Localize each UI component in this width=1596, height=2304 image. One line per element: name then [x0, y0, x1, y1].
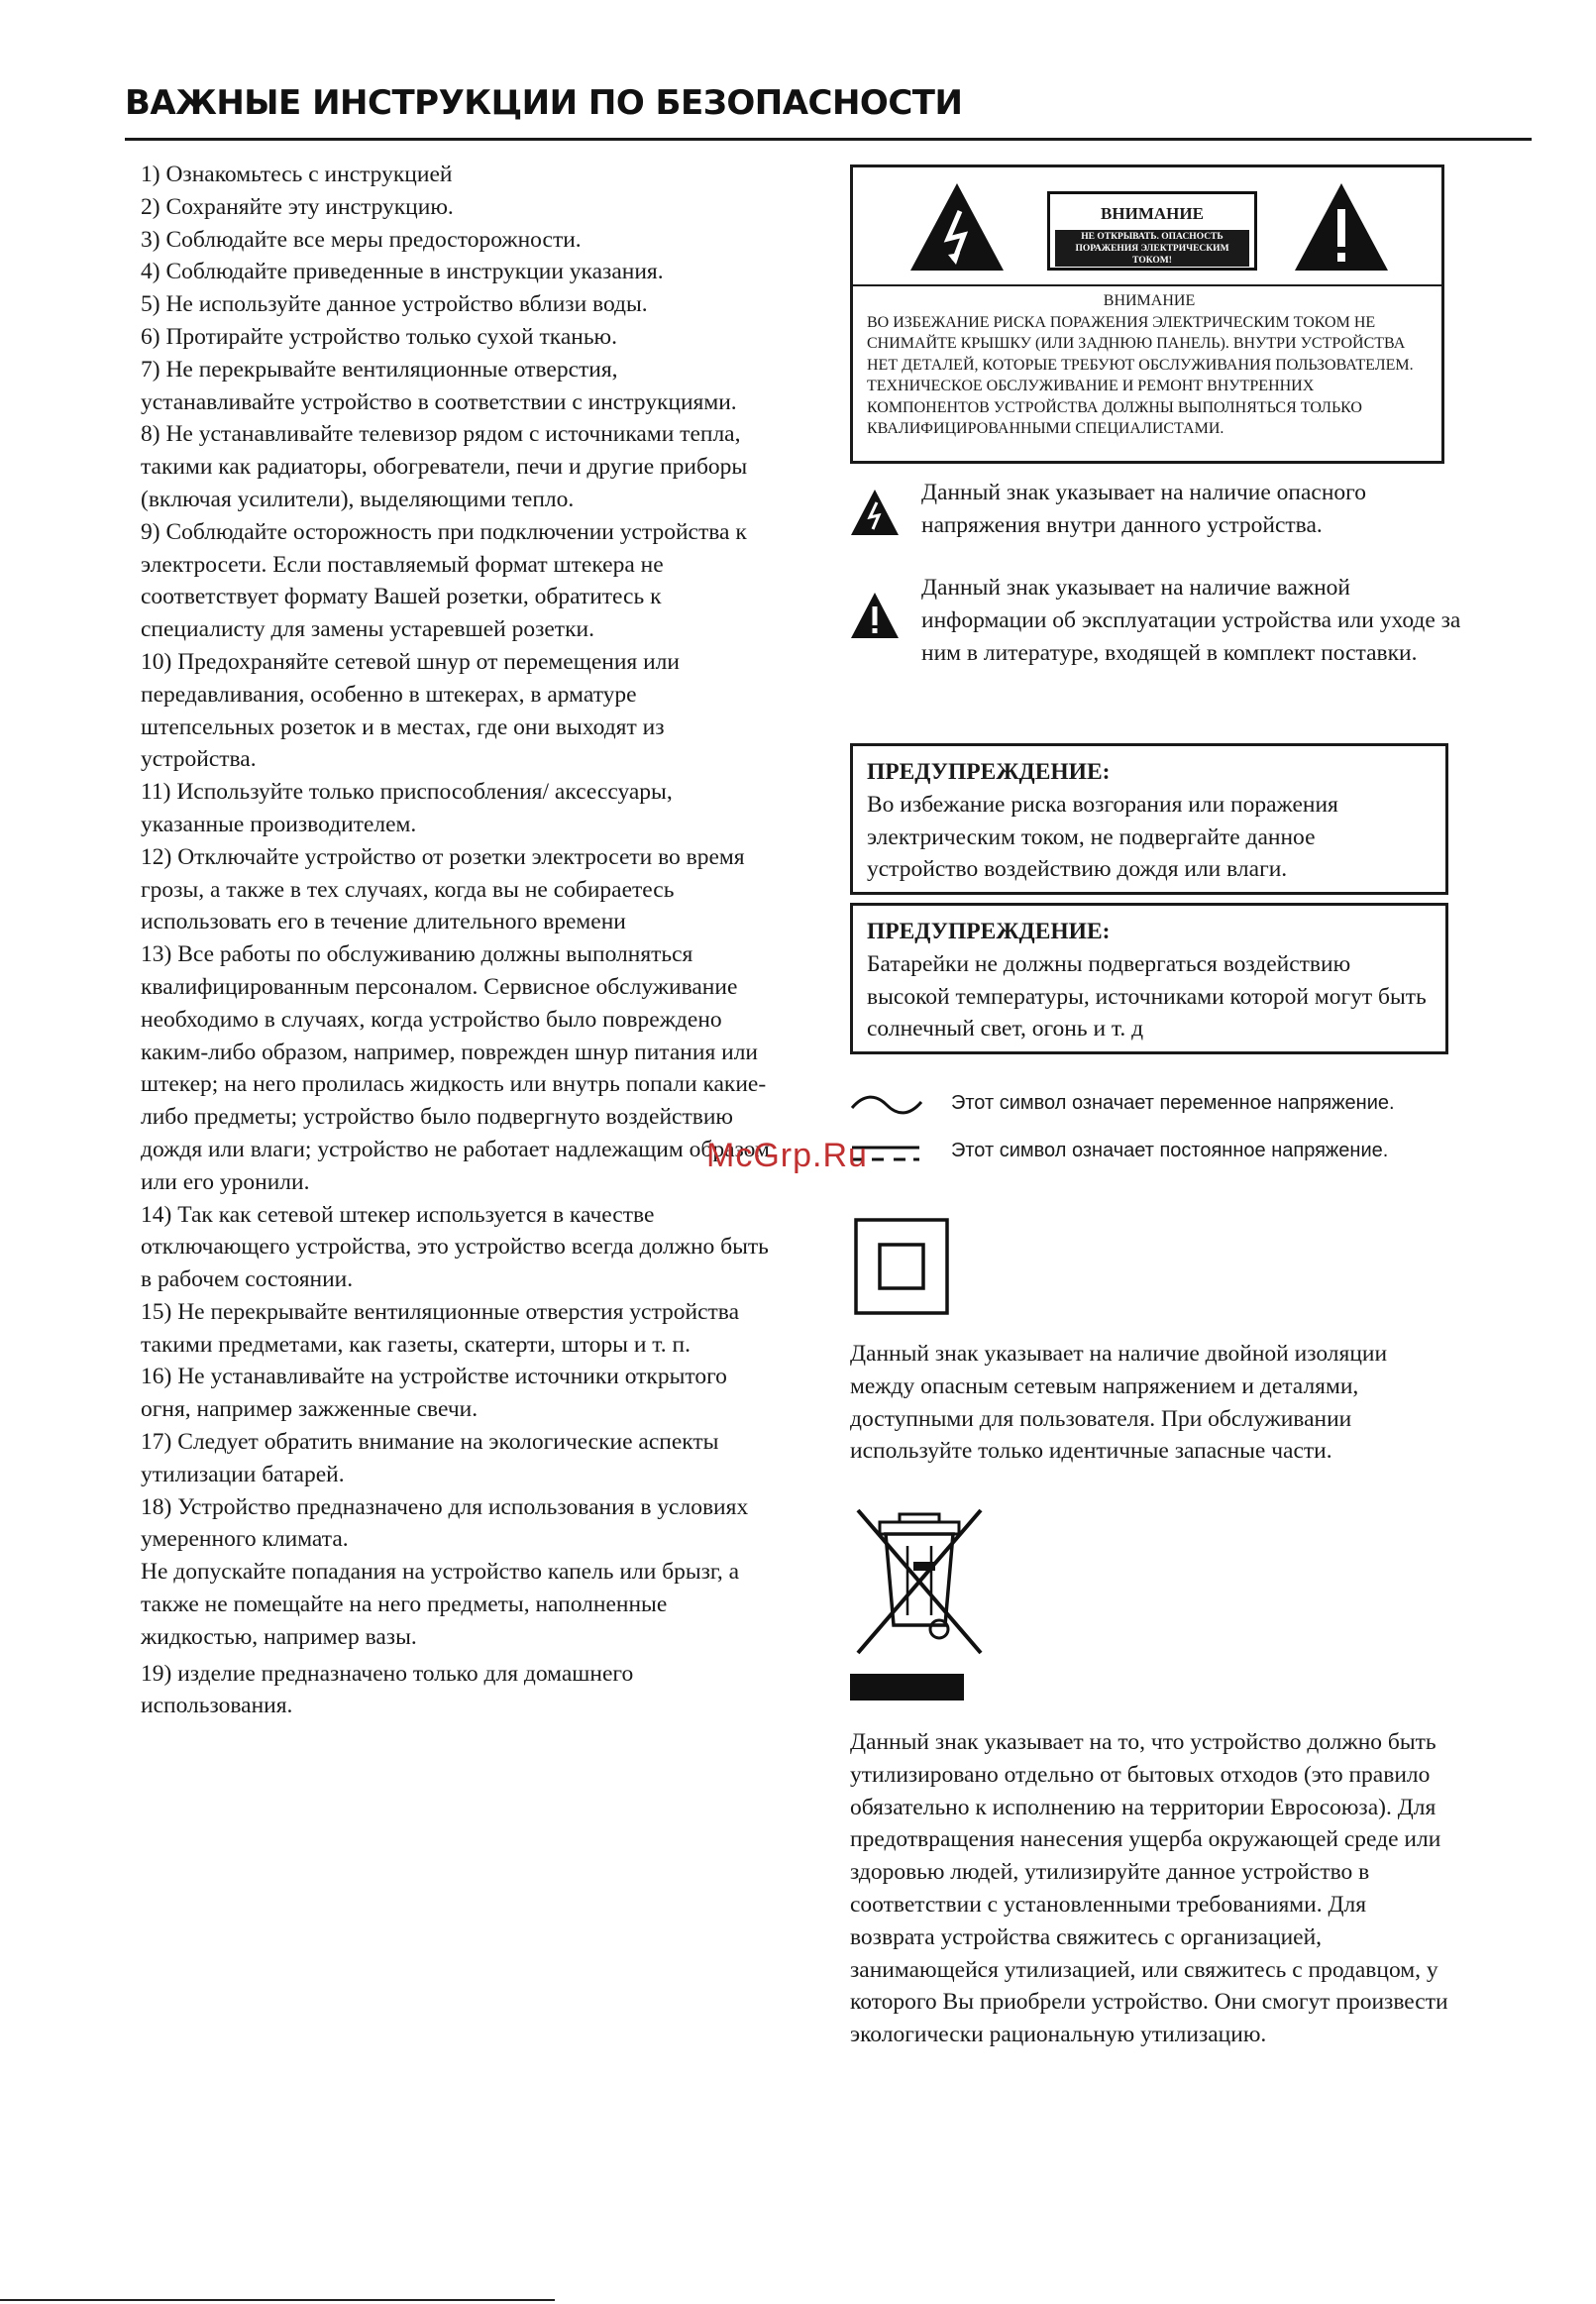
weee-bin-icon [850, 1504, 989, 1659]
ac-symbol-row [850, 1088, 1534, 1124]
ac-wave-icon [850, 1092, 923, 1118]
disposal-text: Данный знак указывает на то, что устройство должно быть утилизировано отдельно от бытовых отходов (это правило обязательно к исполнению на территории Евросоюза). Для предотвращения нанесения ущерба окружающей среде или здоровью людей, утилизируйте данное устройство в соответствии с установленными требованиями. Для возврата устройства свяжитесь с организацией, занимающейся утилизацией, или свяжитесь с продавцом, у которого Вы приобрели устройство. Они смогут произвести экологически рациональную утилизацию. [850, 1729, 1448, 2048]
warning-title: ПРЕДУПРЕЖДЕНИЕ: [867, 759, 1111, 785]
exclamation-warning-icon [850, 592, 900, 639]
list-item: 3) Соблюдайте все меры предосторожности. [141, 226, 582, 253]
caution-label-title: ВНИМАНИЕ [1101, 204, 1204, 223]
dc-symbol-row [850, 1136, 1534, 1171]
caution-label-box [850, 165, 1444, 464]
warning-title: ПРЕДУПРЕЖДЕНИЕ: [867, 919, 1111, 944]
footer-rule [0, 2299, 555, 2301]
list-item: Не допускайте попадания на устройство капель или брызг, а также не помещайте на него предметы, наполненные жидкостью, например вазы. [141, 1559, 740, 1650]
list-item: 1) Ознакомьтесь с инструкцией [141, 162, 453, 187]
lightning-warning-icon [850, 489, 900, 536]
list-item: 12) Отключайте устройство от розетки электросети во время грозы, а также в тех случаях, когда вы не собираетесь использовать его в течение длительного времени [141, 843, 745, 935]
voltage-sign-row [850, 477, 1534, 566]
list-item: 16) Не устанавливайте на устройстве источники открытого огня, например зажженные свечи. [141, 1364, 727, 1423]
list-item: 2) Сохраняйте эту инструкцию. [141, 193, 454, 220]
warning-text: Батарейки не должны подвергаться воздействию высокой температуры, источниками которой могут быть солнечный свет, огонь и т. д [867, 950, 1427, 1042]
dc-symbol-text: Этот символ означает постоянное напряжение. [951, 1140, 1389, 1161]
caution-title: ВНИМАНИЕ [1103, 292, 1196, 309]
list-item: 9) Соблюдайте осторожность при подключении устройства к электросети. Если поставляемый формат штекера не соответствует формату Вашей розетки, обратитесь к специалисту для замены устаревшей розетки. [141, 518, 747, 643]
caution-header [853, 167, 1441, 286]
lightning-warning-icon [908, 181, 1006, 273]
list-item: 10) Предохраняйте сетевой шнур от перемещения или передавливания, особенно в штекерах, в арматуре штепсельных розеток и в местах, где они выходят из устройства. [141, 648, 680, 773]
list-item: 11) Используйте только приспособления/ аксессуары, указанные производителем. [141, 779, 673, 837]
list-item: 14) Так как сетевой штекер используется в качестве отключающего устройства, это устройство всегда должно быть в рабочем состоянии. [141, 1201, 769, 1293]
list-item: 18) Устройство предназначено для использования в условиях умеренного климата. [141, 1493, 749, 1553]
title-rule [125, 138, 1532, 141]
voltage-sign-text: Данный знак указывает на наличие опасного напряжения внутри данного устройства. [921, 480, 1366, 538]
warning-box-battery [850, 903, 1448, 1054]
page-title: ВАЖНЫЕ ИНСТРУКЦИИ ПО БЕЗОПАСНОСТИ [125, 83, 963, 123]
caution-text: ВО ИЗБЕЖАНИЕ РИСКА ПОРАЖЕНИЯ ЭЛЕКТРИЧЕСКИМ ТОКОМ НЕ СНИМАЙТЕ КРЫШКУ (ИЛИ ЗАДНЮЮ ПАНЕЛЬ). ВНУТРИ УСТРОЙСТВА НЕТ ДЕТАЛЕЙ, КОТОРЫЕ ТРЕБУЮТ ОБСЛУЖИВАНИЯ ПОЛЬЗОВАТЕЛЕМ. ТЕХНИЧЕСКОЕ ОБСЛУЖИВАНИЕ И РЕМОНТ ВНУТРЕННИХ КОМПОНЕНТОВ УСТРОЙСТВА ДОЛЖНЫ ВЫПОЛНЯТЬСЯ ТОЛЬКО КВАЛИФИЦИРОВАННЫМИ СПЕЦИАЛИСТАМИ. [867, 313, 1414, 437]
list-item: 7) Не перекрывайте вентиляционные отверстия, устанавливайте устройство в соответствии с инструкциями. [141, 356, 737, 415]
list-item: 17) Следует обратить внимание на экологические аспекты утилизации батарей. [141, 1429, 719, 1487]
caution-body [867, 290, 1432, 440]
info-sign-text: Данный знак указывает на наличие важной информации об эксплуатации устройства или уходе за ним в литературе, входящей в комплект поставки. [921, 575, 1461, 666]
caution-label [1047, 191, 1257, 271]
double-insulation-icon [854, 1218, 949, 1315]
caution-label-sub: НЕ ОТКРЫВАТЬ. ОПАСНОСТЬ ПОРАЖЕНИЯ ЭЛЕКТРИЧЕСКИМ ТОКОМ! [1055, 230, 1249, 267]
list-item: 5) Не используйте данное устройство вблизи воды. [141, 291, 648, 318]
list-item: 19) изделие предназначено только для домашнего использования. [141, 1660, 634, 1719]
list-item: 13) Все работы по обслуживанию должны выполняться квалифицированным персоналом. Сервисное обслуживание необходимо в случаях, когда устройство было повреждено каким-либо образом, например, поврежден шнур питания или штекер; на него пролилась жидкость или внутрь попали какие-либо предметы; устройство было подвергнуто воздействию дождя или влаги; устройство не работает надлежащим образом или его уронили. [141, 941, 770, 1195]
list-item: 8) Не устанавливайте телевизор рядом с источниками тепла, такими как радиаторы, обогреватели, печи и другие приборы (включая усилители), выделяющими тепло. [141, 421, 748, 512]
info-sign-row [850, 572, 1534, 711]
weee-black-bar [850, 1674, 964, 1701]
instructions-list [141, 159, 775, 1722]
exclamation-warning-icon [1293, 181, 1390, 273]
watermark: McGrp.Ru [706, 1137, 868, 1174]
list-item: 15) Не перекрывайте вентиляционные отверстия устройства такими предметами, как газеты, скатерти, шторы и т. п. [141, 1298, 740, 1358]
double-insulation-text: Данный знак указывает на наличие двойной изоляции между опасным сетевым напряжением и деталями, доступными для пользователя. При обслуживании используйте только идентичные запасные части. [850, 1341, 1388, 1465]
warning-text: Во избежание риска возгорания или поражения электрическим током, не подвергайте данное устройство воздействию дождя или влаги. [867, 791, 1338, 883]
ac-symbol-text: Этот символ означает переменное напряжение. [951, 1092, 1395, 1114]
list-item: 4) Соблюдайте приведенные в инструкции указания. [141, 259, 664, 285]
list-item: 6) Протирайте устройство только сухой тканью. [141, 323, 617, 350]
warning-box-moisture [850, 743, 1448, 895]
